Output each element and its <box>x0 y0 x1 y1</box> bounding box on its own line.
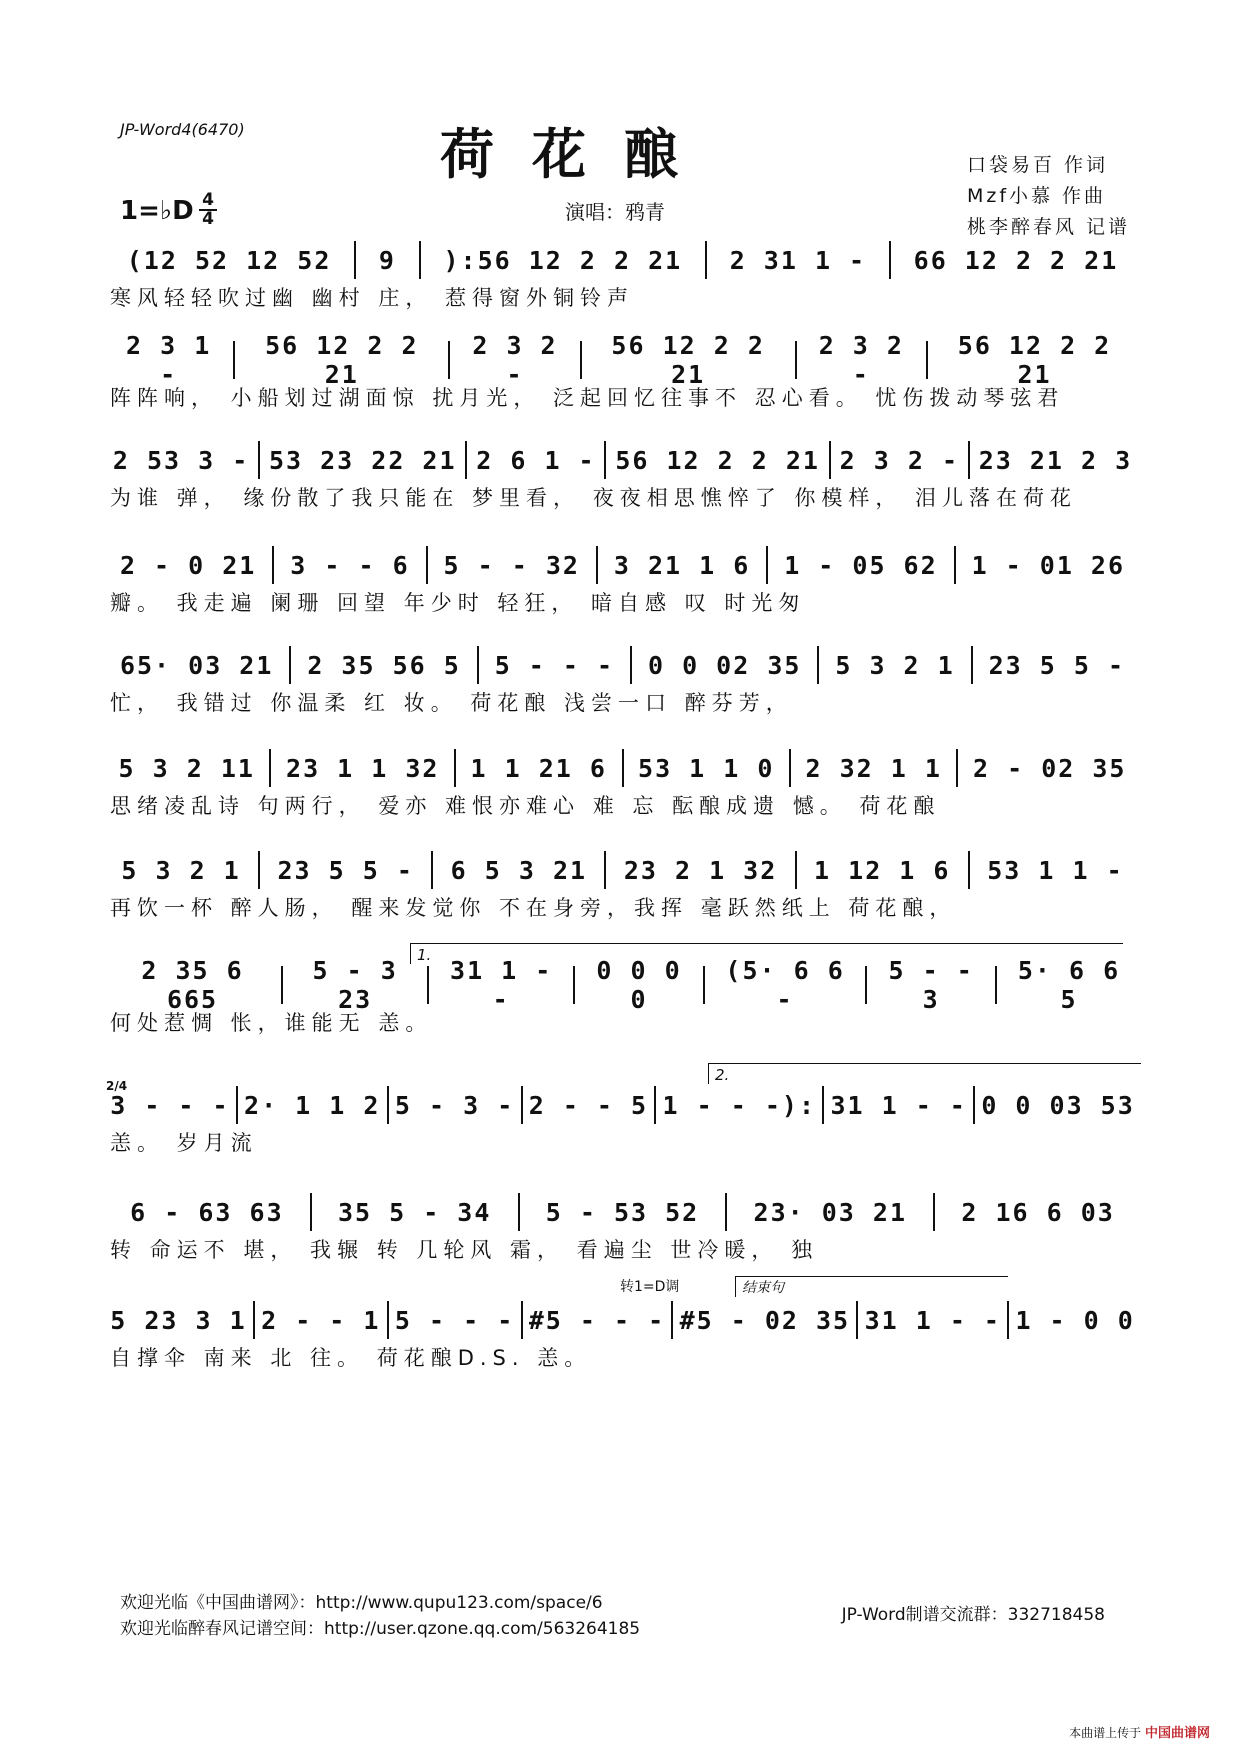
bar-line <box>580 341 582 379</box>
lyrics-line: 再饮一杯 醉人肠， 醒来发觉你 不在身旁，我挥 毫跃然纸上 荷花酿， <box>110 896 957 920</box>
measure: 1 - - -): <box>662 1090 816 1120</box>
measure: #5 - 02 35 <box>679 1305 851 1335</box>
bar-line <box>573 966 575 1004</box>
measure: 2 - 0 21 <box>119 550 257 580</box>
bar-line <box>968 441 970 479</box>
measure: 2 3 1 - <box>126 331 212 389</box>
measure: 3 - - 6 <box>290 550 410 580</box>
measure: 5 - - - <box>394 1305 515 1335</box>
measure: 2 32 1 1 <box>805 753 942 783</box>
lyrics-line: 忙， 我错过 你温柔 红 妆。 荷花酿 浅尝一口 醉芬芳， <box>110 691 793 715</box>
bar-line <box>518 1193 520 1231</box>
score-system <box>110 645 1135 735</box>
footer-links <box>120 1590 640 1642</box>
notes-line <box>110 1300 1135 1340</box>
lyrics-line: 何处惹惆 怅，谁能无 恙。 <box>110 1011 433 1035</box>
measure: 1 1 21 6 <box>470 753 607 783</box>
upload-site-logo: 中国曲谱网 <box>1144 1726 1210 1741</box>
footer-line-2: 欢迎光临醉春风记谱空间：http://user.qzone.qq.com/563264185 <box>120 1619 641 1639</box>
bar-line <box>795 851 797 889</box>
measure: (5· 6 6 - <box>725 956 845 1014</box>
composer: Mzf小慕 作曲 <box>966 185 1107 207</box>
bar-line <box>705 241 707 279</box>
measure: 3 21 1 6 <box>613 550 751 580</box>
time-change: 2/4 <box>106 1079 128 1093</box>
measure: 2 16 6 03 <box>961 1197 1115 1227</box>
measure: 5 - 3 - <box>394 1090 515 1120</box>
volta-bracket: 2. <box>708 1063 1141 1084</box>
measure: 5 - - - <box>494 650 615 680</box>
measure: 31 1 - - <box>450 956 553 1014</box>
measure: 23 5 5 - <box>988 650 1126 680</box>
measure: 5 - - 3 <box>888 956 974 1014</box>
ending-bracket: 结束句 <box>735 1276 1008 1297</box>
measure: 56 12 2 2 21 <box>611 331 765 389</box>
score-system <box>110 946 1135 1055</box>
score-system <box>110 240 1135 330</box>
bar-line <box>973 1086 975 1124</box>
bar-line <box>419 241 421 279</box>
bar-line <box>933 1193 935 1231</box>
bar-line <box>448 341 450 379</box>
lyrics-line: 阵阵响， 小船划过湖面惊 扰月光， 泛起回忆往事不 忍心看。 忧伤拨动琴弦君 <box>110 386 1065 410</box>
bar-line <box>281 966 283 1004</box>
bar-line <box>604 441 606 479</box>
score-system <box>110 1192 1135 1282</box>
credits <box>967 150 1130 243</box>
measure: (12 52 12 52 <box>126 245 332 275</box>
measure: 23 5 5 - <box>277 855 414 885</box>
measure: 2 3 2 - <box>472 331 558 389</box>
measure: 31 1 - - <box>830 1090 967 1120</box>
measure: 2 35 6 665 <box>141 956 244 1014</box>
bar-line <box>272 546 274 584</box>
measure: 2 3 2 - <box>839 445 959 475</box>
notes-line <box>110 440 1135 480</box>
lyricist: 口袋易百 作词 <box>966 154 1108 176</box>
bar-line <box>829 441 831 479</box>
score-system <box>110 331 1135 430</box>
measure: 2 53 3 - <box>112 445 250 475</box>
bar-line <box>968 851 970 889</box>
lyrics-line: 自撑伞 南来 北 往。 荷花酿D.S. 恙。 <box>110 1346 592 1370</box>
bar-line <box>1007 1301 1009 1339</box>
measure: 53 1 1 - <box>987 855 1124 885</box>
measure: 1 - 01 26 <box>971 550 1126 580</box>
bar-line <box>766 546 768 584</box>
measure: 3 - - - <box>110 1090 230 1120</box>
notes-line <box>110 331 1135 389</box>
measure: 0 0 03 53 <box>981 1090 1135 1120</box>
bar-line <box>258 441 260 479</box>
lyrics-line: 寒风轻轻吹过幽 幽村 庄， 惹得窗外铜铃声 <box>110 286 635 310</box>
bar-line <box>258 851 260 889</box>
measure: 2 35 56 5 <box>307 650 461 680</box>
bar-line <box>865 966 867 1004</box>
notes-line <box>110 748 1135 788</box>
measure: 53 23 22 21 <box>268 445 457 475</box>
measure: 2 - - 1 <box>261 1305 381 1335</box>
measure: 2 6 1 - <box>476 445 596 475</box>
bar-line <box>817 646 819 684</box>
measure: 5 - 53 52 <box>545 1197 700 1227</box>
modulation-mark: 转1=D调 <box>620 1279 680 1295</box>
bar-line <box>654 1086 656 1124</box>
bar-line <box>431 851 433 889</box>
time-signature <box>198 192 218 228</box>
measure: 0 0 0 0 <box>596 956 682 1014</box>
bar-line <box>889 241 891 279</box>
time-signature-top: 4 <box>202 190 214 210</box>
measure: 1 - 0 0 <box>1015 1305 1135 1335</box>
lyrics-line: 瓣。 我走遍 阑珊 回望 年少时 轻狂， 暗自感 叹 时光匆 <box>110 591 806 615</box>
bar-line <box>954 546 956 584</box>
bar-line <box>521 1301 523 1339</box>
footer-line-1: 欢迎光临《中国曲谱网》：http://www.qupu123.com/space/6 <box>120 1593 603 1613</box>
measure: 2 31 1 - <box>729 245 867 275</box>
measure: 66 12 2 2 21 <box>913 245 1119 275</box>
bar-line <box>703 966 705 1004</box>
bar-line <box>795 341 797 379</box>
score-system <box>110 440 1135 530</box>
bar-line <box>354 241 356 279</box>
bar-line <box>856 1301 858 1339</box>
measure: 2· 1 1 2 <box>244 1090 381 1120</box>
bar-line <box>465 441 467 479</box>
measure: 5 23 3 1 <box>110 1305 247 1335</box>
measure: 5 3 2 1 <box>121 855 241 885</box>
measure: 1 - 05 62 <box>784 550 938 580</box>
measure: 2 - - 5 <box>528 1090 649 1120</box>
bar-line <box>956 749 958 787</box>
bar-line <box>387 1086 389 1124</box>
bar-line <box>995 966 997 1004</box>
key-signature: 1=♭D <box>120 196 194 226</box>
measure: 5 - 3 23 <box>312 956 398 1014</box>
bar-line <box>427 966 429 1004</box>
notes-line <box>110 645 1135 685</box>
bar-line <box>310 1193 312 1231</box>
measure: 0 0 02 35 <box>647 650 802 680</box>
measure: 1 12 1 6 <box>814 855 951 885</box>
bar-line <box>477 646 479 684</box>
measure: 23 21 2 3 <box>978 445 1133 475</box>
measure: 53 1 1 0 <box>638 753 775 783</box>
lyrics-line: 转 命运不 堪， 我辗 转 几轮风 霜， 看遍尘 世冷暖， 独 <box>110 1238 819 1262</box>
lyrics-line: 恙。 岁月流 <box>110 1131 258 1155</box>
measure: 56 12 2 2 21 <box>957 331 1112 389</box>
bar-line <box>236 1086 238 1124</box>
song-title: 荷花酿 <box>440 122 716 186</box>
bar-line <box>426 546 428 584</box>
score-system <box>110 1279 1135 1390</box>
bar-line <box>387 1301 389 1339</box>
notes-line <box>110 545 1135 585</box>
measure: #5 - - - <box>528 1305 666 1335</box>
measure: 9 <box>378 245 396 275</box>
bar-line <box>269 749 271 787</box>
score-system <box>110 545 1135 635</box>
notes-line <box>110 850 1135 890</box>
score-system <box>110 850 1135 940</box>
bar-line <box>671 1301 673 1339</box>
bar-line <box>604 851 606 889</box>
measure: 5· 6 6 5 <box>1017 956 1121 1014</box>
measure: ):56 12 2 2 21 <box>443 245 683 275</box>
bar-line <box>454 749 456 787</box>
notes-line <box>110 240 1135 280</box>
measure: 23 2 1 32 <box>623 855 778 885</box>
singer: 演唱：鸦青 <box>565 200 665 224</box>
measure: 56 12 2 2 21 <box>265 331 419 389</box>
measure: 23 1 1 32 <box>286 753 440 783</box>
volta-bracket: 1. <box>410 943 1123 964</box>
measure: 35 5 - 34 <box>337 1197 492 1227</box>
software-label: JP-Word4(6470) <box>120 120 245 139</box>
bar-line <box>971 646 973 684</box>
bar-line <box>521 1086 523 1124</box>
bar-line <box>789 749 791 787</box>
measure: 31 1 - - <box>864 1305 1001 1335</box>
lyrics-line: 为谁 弹， 缘份散了我只能在 梦里看， 夜夜相思憔悴了 你模样， 泪儿落在荷花 <box>110 486 1078 510</box>
bar-line <box>233 341 235 379</box>
upload-notice <box>1069 1722 1210 1741</box>
measure: 2 - 02 35 <box>973 753 1127 783</box>
measure: 6 - 63 63 <box>130 1197 284 1227</box>
measure: 56 12 2 2 21 <box>615 445 820 475</box>
bar-line <box>289 646 291 684</box>
score-system <box>110 748 1135 838</box>
footer-group: JP-Word制谱交流群：332718458 <box>841 1605 1105 1625</box>
measure: 65· 03 21 <box>119 650 274 680</box>
measure: 5 - - 32 <box>443 550 580 580</box>
bar-line <box>253 1301 255 1339</box>
lyrics-line: 思绪凌乱诗 句两行， 爱亦 难恨亦难心 难 忘 酝酿成遗 憾。 荷花酿 <box>110 794 941 818</box>
upload-prefix: 本曲谱上传于 <box>1069 1726 1142 1740</box>
bar-line <box>622 749 624 787</box>
measure: 2 3 2 - <box>818 331 904 389</box>
notes-line <box>110 956 1135 1014</box>
measure: 23· 03 21 <box>753 1197 908 1227</box>
notes-line <box>110 1192 1135 1232</box>
bar-line <box>596 546 598 584</box>
measure: 5 3 2 1 <box>835 650 955 680</box>
bar-line <box>822 1086 824 1124</box>
notes-line <box>110 1085 1135 1125</box>
score-system <box>106 1066 1135 1175</box>
bar-line <box>630 646 632 684</box>
bar-line <box>725 1193 727 1231</box>
measure: 6 5 3 21 <box>450 855 588 885</box>
time-signature-bottom: 4 <box>202 209 214 229</box>
bar-line <box>926 341 928 379</box>
measure: 5 3 2 11 <box>118 753 255 783</box>
transcriber: 桃李醉春风 记谱 <box>966 216 1130 238</box>
